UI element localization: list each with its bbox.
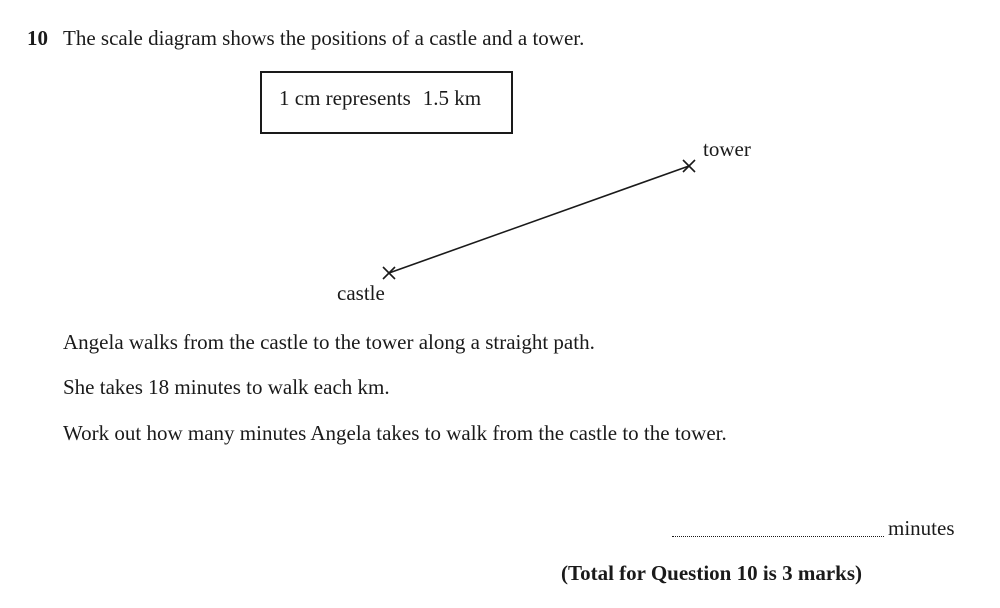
paragraph-walk: Angela walks from the castle to the tower along a straight path. bbox=[63, 330, 595, 354]
path-line bbox=[389, 166, 689, 273]
question-number: 10 bbox=[27, 26, 48, 50]
answer-unit: minutes bbox=[888, 516, 955, 540]
paragraph-task: Work out how many minutes Angela takes to walk from the castle to the tower. bbox=[63, 421, 727, 445]
paragraph-rate: She takes 18 minutes to walk each km. bbox=[63, 375, 390, 399]
tower-label: tower bbox=[703, 137, 751, 161]
total-marks: (Total for Question 10 is 3 marks) bbox=[561, 561, 863, 585]
castle-cross-mark bbox=[383, 267, 395, 279]
castle-label: castle bbox=[337, 281, 385, 305]
scale-left-text: 1 cm represents bbox=[279, 86, 411, 110]
scale-right-text: 1.5 km bbox=[422, 86, 482, 110]
tower-cross-mark bbox=[683, 160, 695, 172]
answer-line[interactable] bbox=[672, 536, 884, 537]
question-text: The scale diagram shows the positions of a castle and a tower. bbox=[63, 26, 585, 50]
